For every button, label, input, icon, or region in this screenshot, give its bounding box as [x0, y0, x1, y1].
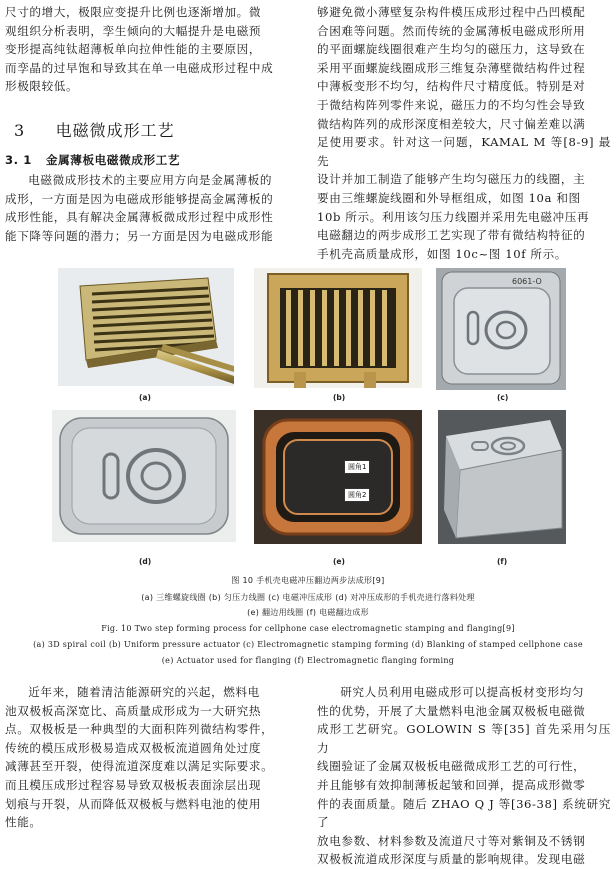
section-title: 电磁微成形工艺: [55, 121, 175, 140]
text-line: 点。双极板是一种典型的大面积阵列微结构零件，: [5, 722, 274, 737]
subsection-number: 3. 1: [5, 153, 32, 167]
text-line: 于微结构阵列零件来说，磁压力的不均匀性会导致: [317, 97, 586, 112]
figure-panel-b-uniform-pressure-actuator: [254, 268, 422, 388]
text-line: 10b 所示。利用该匀压力线圈并采用先电磁冲压再: [317, 209, 590, 224]
text-line: 能下降等问题的潜力；另一方面是因为电磁成形能: [5, 228, 274, 243]
text-line: 成形，一方面是因为电磁成形能够提高金属薄板的: [5, 191, 274, 206]
text-line: 采用平面螺旋线圈成形三维复杂薄壁微结构件过程: [317, 60, 586, 75]
blanked-case-image: [52, 410, 236, 542]
text-line: 而孪晶的过早饱和导致其在单一电磁成形过程中成: [5, 60, 274, 75]
corner-1-tag: 圆角1: [344, 460, 370, 474]
figure-caption-en-line2: (e) Actuator used for flanging (f) Electromagnetic flanging forming: [161, 656, 455, 665]
text-line: 成形性能，具有解决金属薄板微成形过程中成形性: [5, 210, 274, 225]
text-line: 够避免微小薄壁复杂构件模压成形过程中凸凹模配: [317, 5, 586, 19]
figure-panel-d-blanked-case: [52, 410, 236, 542]
text-line: 足使用要求。针对这一问题，KAMAL M 等[8-9] 最先: [317, 135, 611, 168]
panel-label-e: (e): [333, 557, 345, 566]
left-column-subsection: [5, 171, 297, 245]
text-line: 中薄板变形不均匀，结构件尺寸精度低。特别是对: [317, 79, 586, 94]
flanging-actuator-image: [254, 410, 422, 544]
text-line: 性的优势，开展了大量燃料电池金属双极板电磁微: [317, 703, 586, 718]
text-line: 的平面螺旋线圈很难产生均匀的磁压力，这导致在: [317, 42, 586, 57]
text-line: 电磁翻边的两步成形工艺实现了带有微结构特征的: [317, 228, 586, 243]
text-line: 池双极板高深宽比、高质量成形成为一大研究热: [5, 703, 262, 718]
panel-label-a: (a): [139, 393, 151, 402]
text-line: 并且能够有效抑制薄板起皱和回弹，提高成形微零: [317, 777, 586, 792]
left-column-bottom: [5, 683, 297, 832]
flanged-case-image: [438, 410, 566, 544]
panel-label-b: (b): [333, 393, 346, 402]
figure-panel-c-stamped-case: [436, 268, 566, 390]
text-line: 划痕与开裂，从而降低双极板与燃料电池的使用: [5, 796, 262, 811]
section-heading: [14, 118, 175, 141]
spiral-coil-image: [58, 268, 234, 386]
text-line: 观组织分析表明，孪生倾向的大幅提升是电磁预: [5, 23, 262, 38]
text-line: 件的表面质量。随后 ZHAO Q J 等[36-38] 系统研究了: [317, 796, 611, 830]
subsection-title: 金属薄板电磁微成形工艺: [45, 153, 181, 167]
figure-caption-cn-title: 图 10 手机壳电磁冲压翻边两步法成形[9]: [231, 576, 385, 585]
left-column-top: [5, 3, 297, 96]
right-column-top: [317, 3, 611, 263]
section-number: 3: [14, 121, 26, 140]
text-line: 要由三维螺旋线圈和外导框组成，如图 10a 和图: [317, 190, 581, 205]
text-line: 设计并加工制造了能够产生均匀磁压力的线圈，主: [317, 172, 586, 187]
text-line: 减薄甚至开裂，使得流道深度难以满足实际要求。: [5, 759, 274, 774]
figure-panel-e-flanging-actuator: [254, 410, 422, 544]
text-line: 性能。: [5, 815, 42, 830]
stamped-case-image: [436, 268, 566, 390]
figure-caption-en-line1: (a) 3D spiral coil (b) Uniform pressure actuator (c) Electromagnetic stamping forming (d) Blanking of stamped cellphone case: [33, 640, 583, 649]
text-line: 微结构阵列的成形深度相差较大，尺寸偏差难以满: [317, 116, 586, 131]
text-line: 成形工艺研究。GOLOWIN S 等[35] 首先采用匀压力: [317, 722, 611, 755]
figure-caption-cn-line1: (a) 三维螺旋线圈 (b) 匀压力线圈 (c) 电磁冲压成形 (d) 对冲压成形的手机壳进行落料处理: [141, 593, 475, 602]
text-line: 形极限较低。: [5, 79, 79, 94]
case-marking: 6061-O: [512, 277, 542, 286]
text-line: 电磁微成形技术的主要应用方向是金属薄板的: [28, 173, 273, 187]
panel-label-c: (c): [497, 393, 509, 402]
text-line: 变形提高纯钛超薄板单向拉伸性能的主要原因，: [5, 42, 262, 57]
text-line: 研究人员利用电磁成形可以提高板材变形均匀: [340, 685, 585, 699]
subsection-heading: [5, 152, 180, 168]
text-line: 手机壳高质量成形，如图 10c~图 10f 所示。: [317, 246, 567, 261]
right-column-bottom: [317, 683, 611, 869]
text-line: 双极板流道成形深度与质量的影响规律。发现电磁: [317, 852, 586, 867]
text-line: 放电参数、材料参数及流道尺寸等对紫铜及不锈钢: [317, 833, 586, 848]
figure-caption-en-title: Fig. 10 Two step forming process for cellphone case electromagnetic stamping and flanging[9]: [101, 624, 515, 633]
text-line: 合困难等问题。然而传统的金属薄板电磁成形所用: [317, 23, 586, 38]
text-line: 线圈验证了金属双极板电磁微成形工艺的可行性，: [317, 759, 586, 774]
corner-2-tag: 圆角2: [344, 488, 370, 502]
figure-panel-f-flanged-case: [438, 410, 566, 544]
panel-label-d: (d): [139, 557, 152, 566]
text-line: 近年来，随着清洁能源研究的兴起，燃料电: [28, 685, 260, 699]
text-line: 而且模压成形过程容易导致双极板表面涂层出现: [5, 777, 262, 792]
panel-label-f: (f): [497, 557, 508, 566]
figure-panel-a-3d-spiral-coil: [58, 268, 234, 386]
text-line: 传统的模压成形极易造成双极板流道圆角处过度: [5, 740, 262, 755]
actuator-image: [254, 268, 422, 388]
text-line: 尺寸的增大，极限应变提升比例也逐渐增加。微: [5, 5, 262, 19]
figure-caption-cn-line2: (e) 翻边用线圈 (f) 电磁翻边成形: [247, 608, 369, 617]
